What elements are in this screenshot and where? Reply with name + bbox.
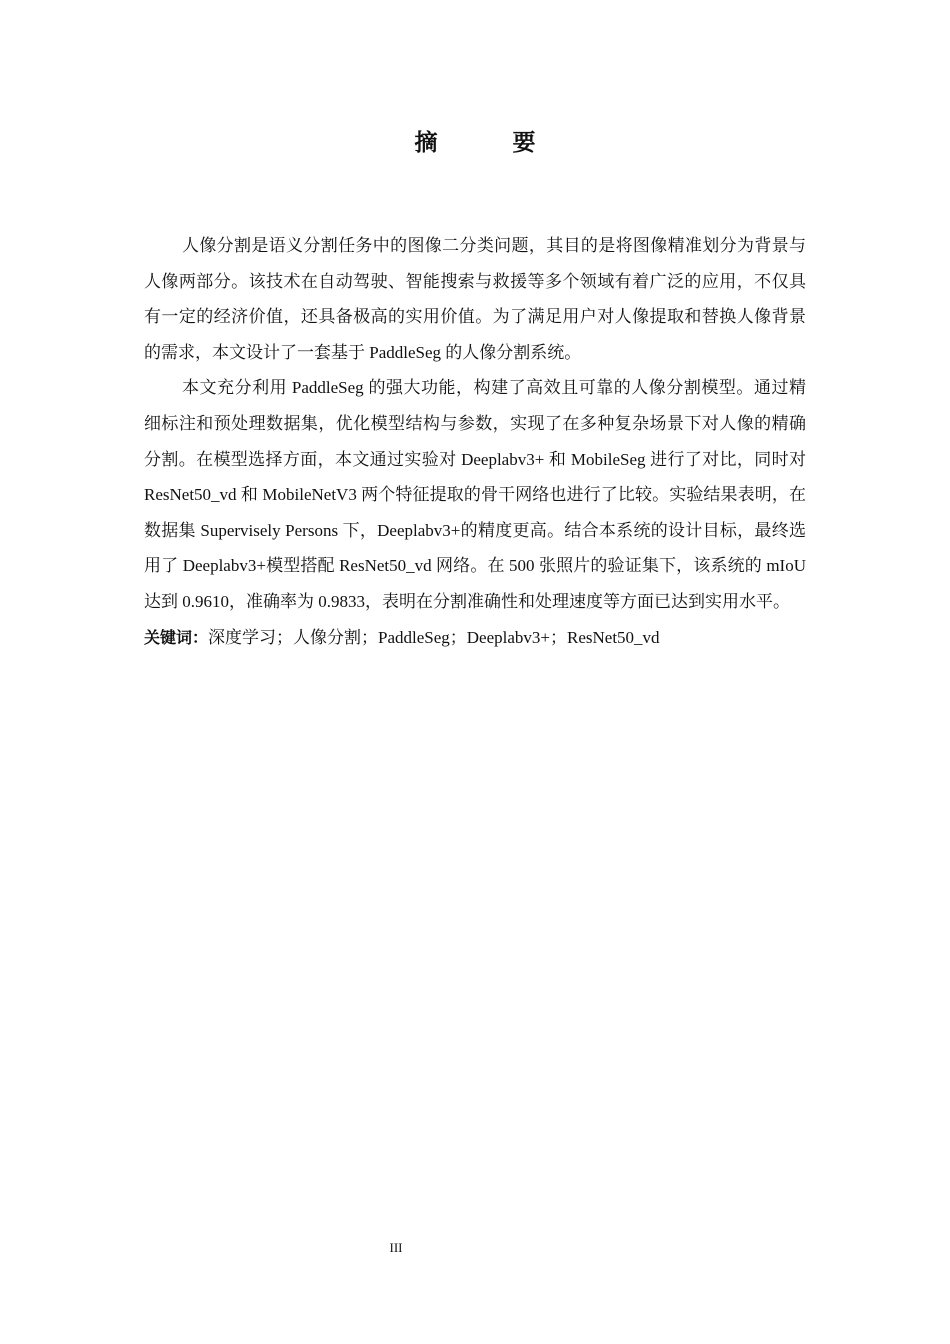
abstract-paragraph: 本文充分利用 PaddleSeg 的强大功能，构建了高效且可靠的人像分割模型。通过精细标注和预处理数据集，优化模型结构与参数，实现了在多种复杂场景下对人像的精确分割。在模型选择方面，本文通过实验对 Deeplabv3+ 和 MobileSeg 进行了对比，同时对 ResNet50_vd 和 MobileNetV3 两个特征提取的骨干网络也进行了比较。实验结果表明，在数据集 Supervisely Persons 下，Deeplabv3+的精度更高。结合本系统的设计目标，最终选用了 Deeplabv3+模型搭配 ResNet50_vd 网络。在 500 张照片的验证集下，该系统的 mIoU 达到 0.9610，准确率为 0.9833，表明在分割准确性和处理速度等方面已达到实用水平。 [144, 378, 806, 611]
abstract-paragraph: 人像分割是语义分割任务中的图像二分类问题，其目的是将图像精准划分为背景与人像两部分。该技术在自动驾驶、智能搜索与救援等多个领域有着广泛的应用，不仅具有一定的经济价值，还具备极高的实用价值。为了满足用户对人像提取和替换人像背景的需求，本文设计了一套基于 PaddleSeg 的人像分割系统。 [144, 236, 806, 362]
keywords-line [144, 620, 806, 656]
page-number: III [389, 1240, 403, 1255]
keywords-text: 深度学习；人像分割；PaddleSeg；Deeplabv3+；ResNet50_vd [208, 627, 660, 647]
abstract-body [144, 228, 806, 655]
keywords-label: 关键词： [144, 627, 209, 647]
page-title: 摘 要 [414, 130, 562, 156]
